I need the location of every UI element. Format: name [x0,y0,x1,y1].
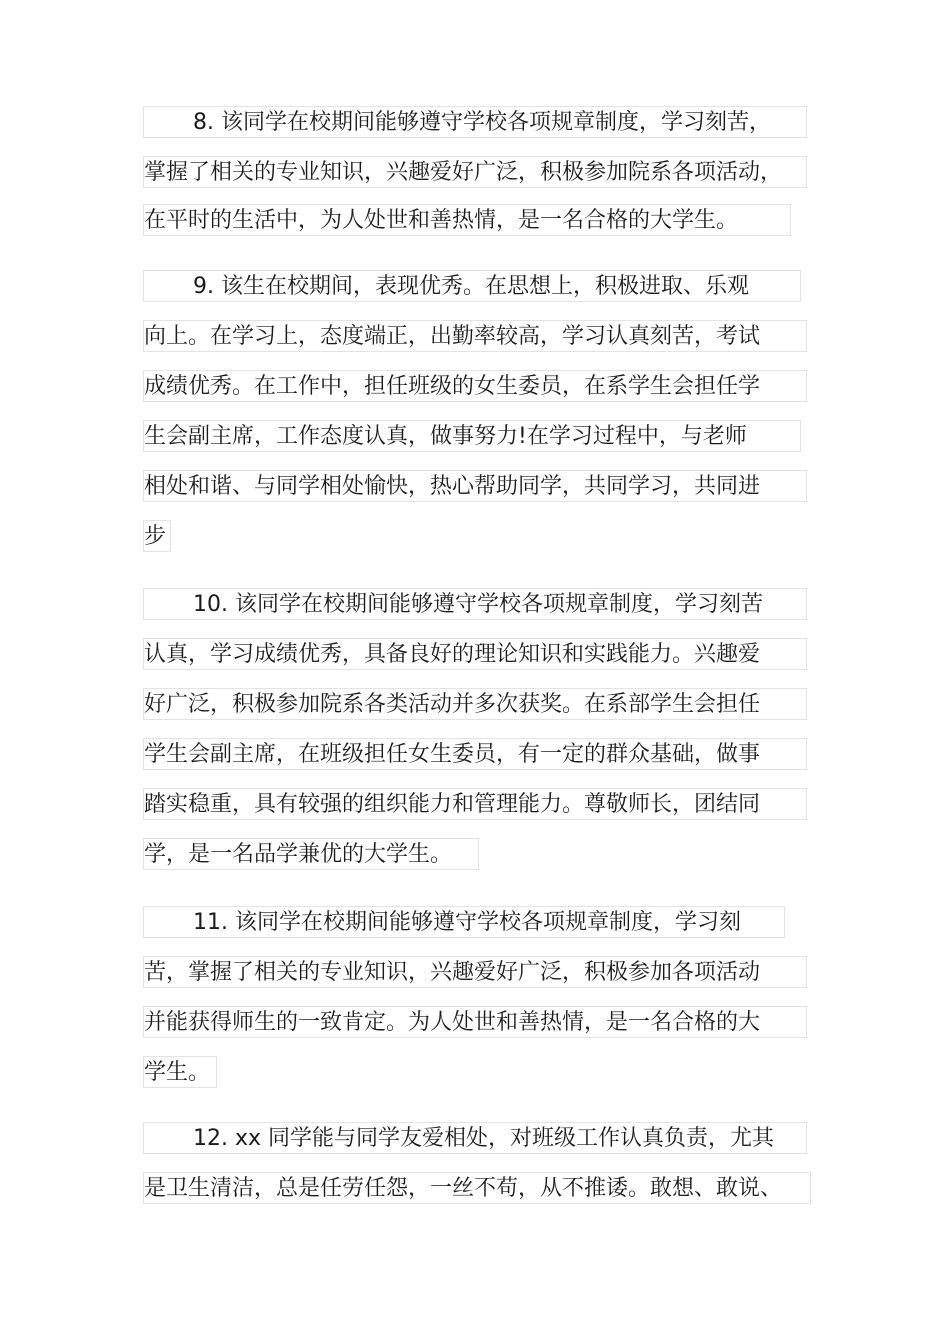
paragraph-line: 生会副主席，工作态度认真，做事努力!在学习过程中，与老师 [143,420,801,452]
paragraph-line: 10. 该同学在校期间能够遵守学校各项规章制度，学习刻苦 [143,588,807,620]
paragraph-line: 8. 该同学在校期间能够遵守学校各项规章制度，学习刻苦， [143,106,807,138]
paragraph-line: 9. 该生在校期间，表现优秀。在思想上，积极进取、乐观 [143,270,801,302]
paragraph-line: 12. xx 同学能与同学友爱相处，对班级工作认真负责，尤其 [143,1122,807,1154]
paragraph-line: 学，是一名品学兼优的大学生。 [143,838,479,870]
paragraph-line: 相处和谐、与同学相处愉快，热心帮助同学，共同学习，共同进 [143,470,807,502]
paragraph-line: 好广泛，积极参加院系各类活动并多次获奖。在系部学生会担任 [143,688,807,720]
paragraph-line: 在平时的生活中，为人处世和善热情，是一名合格的大学生。 [143,204,791,236]
paragraph-line: 学生。 [143,1056,217,1088]
paragraph-line: 掌握了相关的专业知识，兴趣爱好广泛，积极参加院系各项活动， [143,156,807,188]
paragraph-line: 并能获得师生的一致肯定。为人处世和善热情，是一名合格的大 [143,1006,807,1038]
paragraph-line: 是卫生清洁，总是任劳任怨，一丝不苟，从不推诿。敢想、敢说、 [143,1172,811,1204]
paragraph-line: 学生会副主席，在班级担任女生委员，有一定的群众基础，做事 [143,738,807,770]
paragraph-line: 成绩优秀。在工作中，担任班级的女生委员，在系学生会担任学 [143,370,807,402]
paragraph-line: 步 [143,520,171,552]
paragraph-line: 认真，学习成绩优秀，具备良好的理论知识和实践能力。兴趣爱 [143,638,807,670]
paragraph-line: 11. 该同学在校期间能够遵守学校各项规章制度，学习刻 [143,906,785,938]
paragraph-line: 苦，掌握了相关的专业知识，兴趣爱好广泛，积极参加各项活动 [143,956,807,988]
paragraph-line: 踏实稳重，具有较强的组织能力和管理能力。尊敬师长，团结同 [143,788,807,820]
paragraph-line: 向上。在学习上，态度端正，出勤率较高，学习认真刻苦，考试 [143,320,807,352]
